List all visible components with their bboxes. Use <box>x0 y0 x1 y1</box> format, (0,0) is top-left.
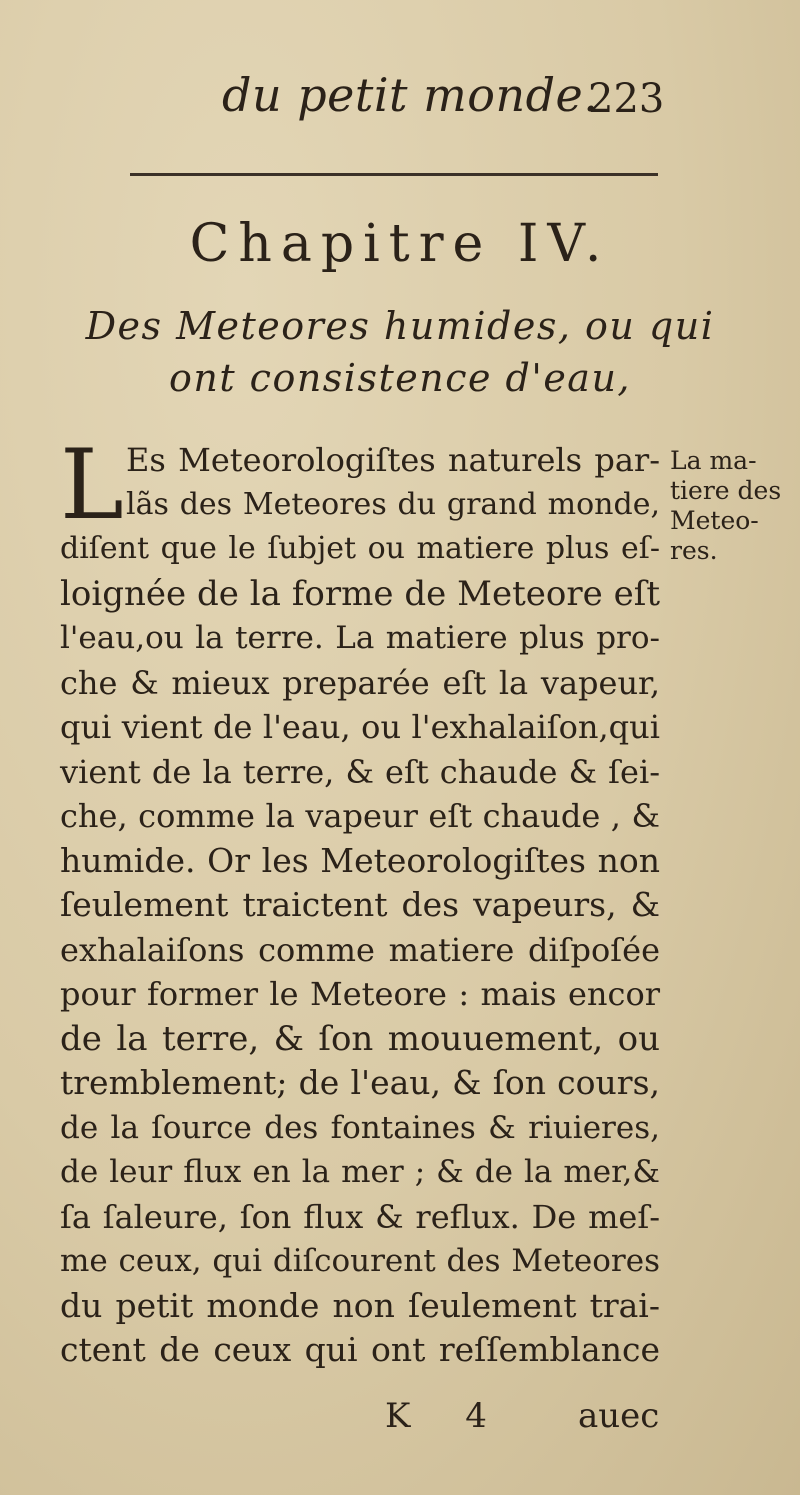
text-line: humide. Or les Meteorologiſtes non <box>60 840 660 880</box>
chapter-subtitle-line-1: Des Meteores humides, ou qui <box>85 304 715 348</box>
text-line: de leur flux en la mer ; & de la mer,& <box>60 1154 660 1190</box>
text-line: de la terre, & ſon mouuement, ou <box>60 1018 660 1059</box>
chapter-heading: Chapitre IV. <box>189 214 611 274</box>
text-line: Es Meteorologiſtes naturels par- <box>126 441 660 479</box>
text-line: vient de la terre, & eſt chaude & ſei- <box>60 752 660 791</box>
chapter-subtitle-line-2: ont consistence d'eau, <box>168 356 632 400</box>
text-line: ctent de ceux qui ont reſſemblance <box>60 1330 660 1369</box>
text-line: tremblement; de l'eau, & ſon cours, <box>60 1063 660 1102</box>
catchword: auec <box>578 1396 660 1436</box>
running-head <box>0 62 800 122</box>
text-line: ſeulement traictent des vapeurs, & <box>60 885 660 924</box>
margin-note <box>670 446 795 566</box>
margin-note-line: tiere des <box>670 476 782 505</box>
text-line: che, comme la vapeur eſt chaude , & <box>60 797 660 835</box>
text-line: che & mieux preparée eſt la vapeur, <box>60 663 660 702</box>
running-head-title: du petit monde. <box>222 68 599 122</box>
margin-note-line: La ma- <box>670 446 757 475</box>
footer-line <box>0 1396 800 1440</box>
text-line: loignée de la forme de Meteore eſt <box>60 573 660 614</box>
text-line: ſa ſaleure, ſon flux & reflux. De meſ- <box>60 1197 660 1236</box>
text-line: du petit monde non ſeulement trai- <box>60 1285 660 1325</box>
page-number: 223 <box>588 76 665 122</box>
text-line: pour former le Meteore : mais encor <box>60 975 660 1013</box>
signature-mark: K 4 <box>385 1396 509 1436</box>
text-line: me ceux, qui diſcourent des Meteores <box>60 1243 660 1279</box>
text-line: qui vient de l'eau, ou l'exhalaiſon,qui <box>60 708 660 746</box>
text-line: diſent que le ſubjet ou matiere plus eſ- <box>60 531 660 566</box>
text-line: lãs des Meteores du grand monde, <box>126 486 660 522</box>
margin-note-line: res. <box>670 536 718 565</box>
margin-note-line: Meteo- <box>670 506 759 535</box>
body-text <box>60 429 660 1373</box>
text-line: l'eau,ou la terre. La matiere plus pro- <box>60 620 660 656</box>
header-rule <box>130 173 658 176</box>
text-line: de la ſource des fontaines & riuieres, <box>60 1109 660 1146</box>
text-line: exhalaiſons comme matiere diſpoſée <box>60 930 660 969</box>
drop-cap: L <box>60 429 124 541</box>
